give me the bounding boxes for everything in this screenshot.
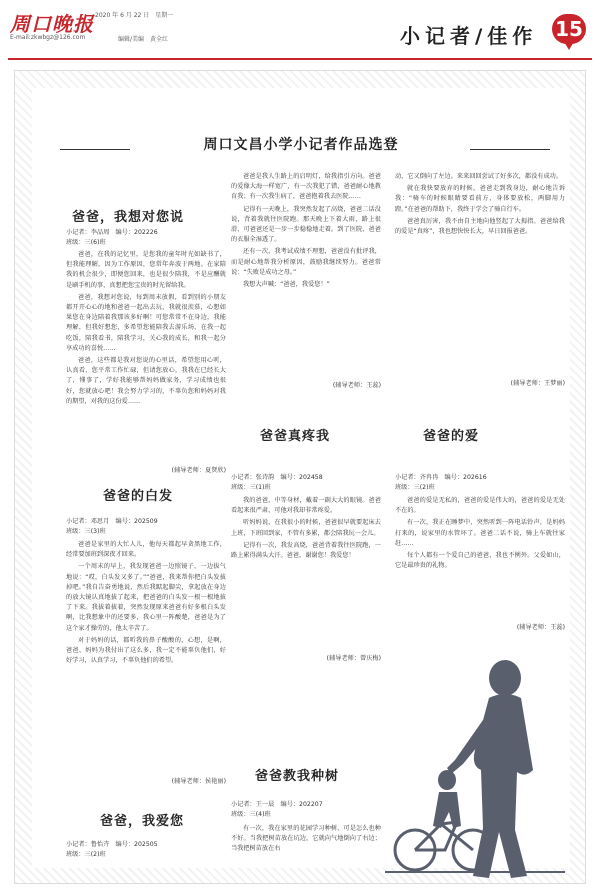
- tutor-credit: (辅导老师：侯艳丽): [171, 778, 226, 785]
- issue-date: 2020 年 6 月 22 日 星期一: [95, 12, 174, 19]
- author-line: 小记者：齐冉冉 编号：202616: [395, 474, 487, 481]
- paragraph: 爸爸是我人生路上的启明灯，给我指引方向。爸爸的爱像大海一样宽广，有一次我犯了错，爸爸耐心地教育我；有一次我生病了，爸爸抱着我去医院……: [231, 173, 381, 201]
- paragraph: 有一次，我正在睡梦中，突然听到一阵电话铃声，是妈妈打来的，说家里的水管坏了。爸爸二话不说，骑上车就往家赶……: [395, 519, 565, 547]
- paragraph: 记得有一次，我发高烧，爸爸背着我往医院跑，一路上累得满头大汗。爸爸，谢谢您！我爱您！: [231, 541, 381, 560]
- paragraph: 爸爸真厉害，我不由自主地向他竖起了大拇指。爸爸给我的爱是“真疼”，我也想快快长大，早日回报爸爸。: [395, 217, 565, 236]
- article-meta: [231, 473, 381, 493]
- article-body: [231, 172, 381, 290]
- tutor-credit: (辅导老师：王蕊): [516, 624, 565, 631]
- title-rule-right: [470, 149, 550, 150]
- article-meta: [66, 517, 226, 537]
- paragraph: 爸爸，我想对您说，每到周末放假，看到别的小朋友都开开心心的地和爸爸一起出去玩，我就很羡慕，心想如果您在身边陪着我那该多好啊！可您常常不在身边，我能理解，但我好想您，多希望您能陪我去游乐场，在我一起吃饭，陪我看书，陪我学习，关心我的成长，和我一起分享成功的喜悦……: [66, 293, 226, 352]
- article-title: 爸爸的爱: [423, 429, 480, 444]
- article-title: 爸爸，我爱您: [100, 814, 185, 829]
- paragraph: 记得有一天晚上，我突然发起了高烧，爸爸二话没说，背着我就往医院跑。那天晚上下着大雨，路上很滑，可爸爸还是一步一步稳稳地走着。到了医院，爸爸的衣服全湿透了。: [231, 205, 381, 244]
- article-body: [231, 824, 381, 855]
- class-line: 班级：三(1)班: [231, 484, 271, 491]
- author-line: 小记者：李品周 编号：202226: [66, 229, 158, 236]
- contact-email: E-mail:zkwbgz@126.com: [10, 34, 86, 41]
- article-title: 爸爸教我种树: [255, 769, 340, 784]
- article-title: 爸爸，我想对您说: [72, 210, 185, 225]
- paragraph: 动，它又倒向了左边。来来回回尝试了好多次，都没有成功。: [395, 173, 563, 180]
- paragraph: 爸爸的爱是无私的，爸爸的爱是伟大的，爸爸的爱是无处不在的。: [395, 497, 565, 515]
- paragraph: 有一次，我在家里的花园学习种树，可是怎么也种不好。当我把树苗放在坑边，它就向气地倒向了右边；当我把树苗放在右: [231, 825, 381, 853]
- article-meta: [395, 473, 565, 493]
- tutor-credit: (辅导老师：王蕊): [332, 382, 381, 389]
- class-line: 班级：三(6)班: [66, 239, 106, 246]
- paragraph: 爸爸，在我的记忆里，是您我的童年时光如缺书了，但我能理解，因为工作原因，您常年奔波于两地。在家陪我的机会很少，即便您回来，也是很少陪我，不是应酬就是刷手机的事，真想把您宝贵的时光留给我。: [66, 251, 226, 289]
- article-meta: [66, 840, 226, 860]
- paragraph: 听妈妈说，在我很小的时候，爸爸很早就要起床去上班，下班回到家，不管有多累，都会陪我玩一会儿。: [231, 519, 381, 537]
- article-body: [66, 250, 226, 407]
- paragraph: 我的爸爸，中等身材，戴着一副大大的眼镜。爸爸看起来很严肃，可他对我却非常疼爱。: [231, 497, 381, 515]
- author-line: 小记者：王一晨 编号：202207: [231, 801, 323, 808]
- article-meta: [231, 800, 381, 820]
- paragraph: 对于妈妈的话，都听我的鼻子酸酸的，心想，是啊，爸爸、妈妈为我付出了这么多，我一定不能辜负他们，好好学习，认真学习，不辜负他们的希望。: [66, 636, 226, 665]
- author-line: 小记者：鲁怡卉 编号：202505: [66, 841, 158, 848]
- paragraph: 就在我快要放弃的时候，爸爸走到我身边，耐心地告诉我：“骑车的时候眼睛要看前方，身体要放松，两脚用力蹬。”在爸爸的帮助下，我终于学会了骑自行车。: [395, 185, 565, 213]
- article-title: 爸爸的白发: [103, 489, 174, 504]
- page-number-badge: [552, 14, 586, 44]
- article-body: [395, 496, 565, 571]
- paragraph: 每个人都有一个爱自己的爸爸，我也不例外。父爱如山，它是最珍贵的礼物。: [395, 552, 565, 570]
- class-line: 班级：三(4)班: [231, 811, 271, 818]
- tutor-credit: (辅导老师：夏贤欣): [171, 467, 226, 474]
- class-line: 班级：三(3)班: [66, 528, 106, 535]
- page-number: 15: [555, 17, 583, 41]
- header-rule: [8, 58, 592, 60]
- article-title: 爸爸真疼我: [260, 429, 331, 444]
- author-line: 小记者：邓思月 编号：202509: [66, 518, 158, 525]
- paragraph: 我想大声喊：“爸爸，我爱您！”: [243, 281, 330, 289]
- article-body: [231, 496, 381, 561]
- editor-credit: 编辑/美编 黄全红: [118, 36, 169, 43]
- class-line: 班级：三(2)班: [66, 851, 106, 858]
- newspaper-logo: 周口晚报: [10, 12, 94, 36]
- tutor-credit: (辅导老师：王梦丽): [510, 380, 565, 387]
- paragraph: 爸爸，这些都是我对您说的心里话，希望您用心听，认真看，您平常工作忙碌，但请您放心，我我在已经长大了，懂事了，学好我能够帮妈妈做家务，学习成绩也很好，您就放心吧！我会努力学习的，不辜负您和妈妈对我的期望，对我的这份爱……: [66, 357, 226, 405]
- main-title: 周口文昌小学小记者作品选登: [203, 137, 399, 153]
- article-body: [395, 172, 565, 237]
- paragraph: 一个周末的早上，我发现爸爸一边照镜子，一边拔气地说：“哎，白头发又多了。”“爸爸，我来帮你把白头发拔掉吧。”我自告奋勇地说，然后我踮起脚尖，拿起放在身边的放大镜认真地拔了起来，把爸爸的白头发一根一根地拔了下来。我拔着拔着，突然发现原来爸爸有好多根白头发啊，比我想象中的还要多，我心里一阵酸楚，爸爸是为了这个家才操劳的，他太辛苦了。: [66, 563, 226, 632]
- father-child-bicycle-illustration: [385, 600, 565, 880]
- tutor-credit: (辅导老师：曾庆梅): [326, 655, 381, 662]
- article-meta: [66, 228, 226, 248]
- paragraph: 还有一次，我考试成绩不理想，爸爸没有批评我，而是耐心地帮我分析原因，鼓励我继续努力。爸爸常说：“失败是成功之母。”: [231, 248, 381, 276]
- class-line: 班级：三(2)班: [395, 484, 435, 491]
- author-line: 小记者：张诗韵 编号：202458: [231, 474, 323, 481]
- paragraph: 爸爸是家里的大忙人儿，他每天都起早贪黑地工作，经常要加班到深夜才回来。: [66, 541, 226, 559]
- section-title: 小记者/佳作: [400, 24, 538, 48]
- article-body: [66, 540, 226, 666]
